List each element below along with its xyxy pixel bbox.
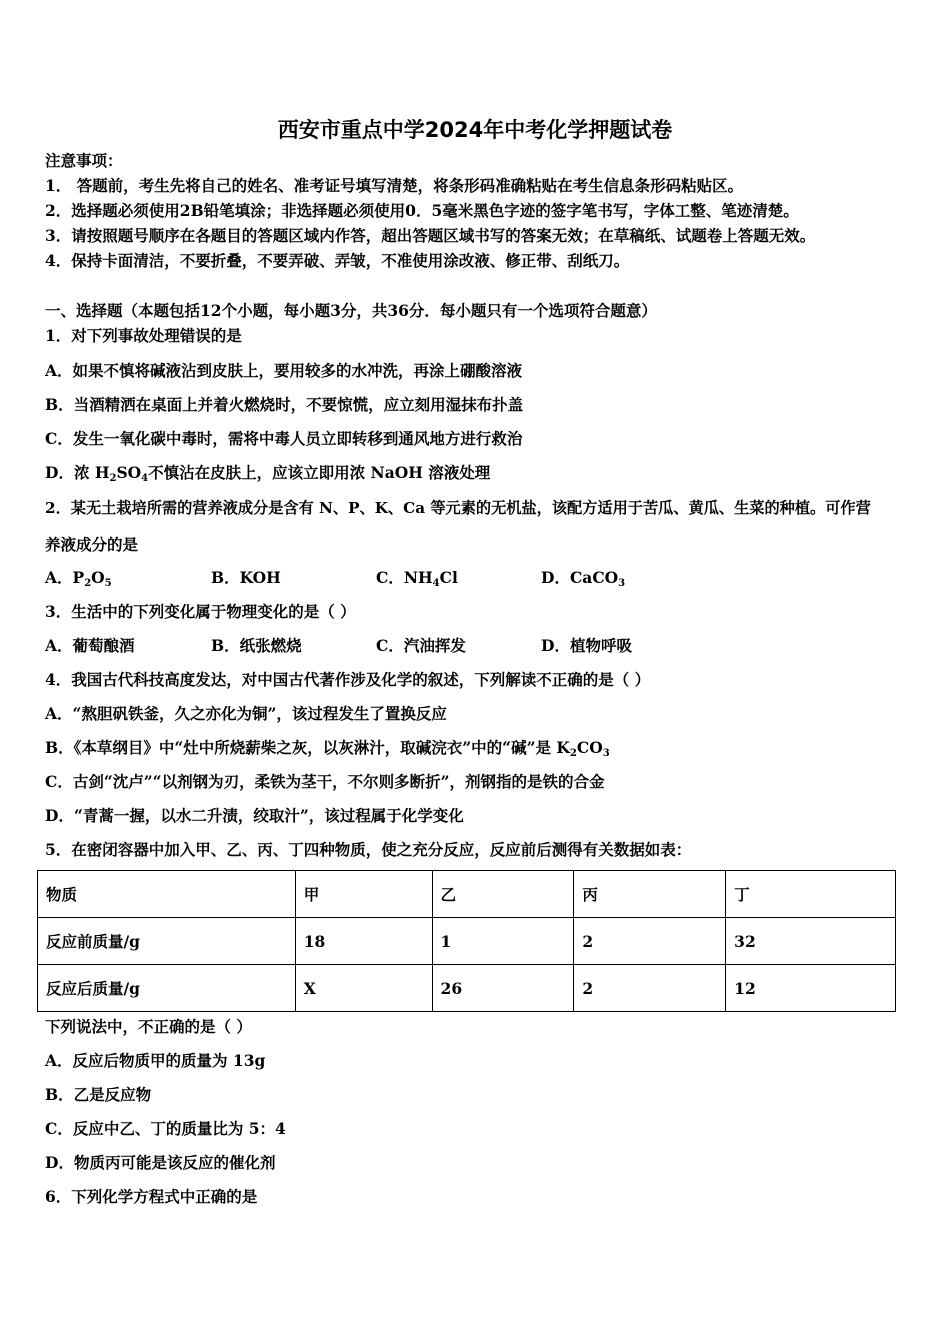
table-cell: X [295, 965, 432, 1012]
table-cell: 18 [295, 918, 432, 965]
table-header-cell: 丙 [574, 871, 726, 918]
q1-stem: 1．对下列事故处理错误的是 [45, 326, 242, 345]
q1-option-b: B．当酒精洒在桌面上并着火燃烧时，不要惊慌，应立刻用湿抹布扑盖 [45, 395, 524, 414]
q2-option-d: D．CaCO$_3$ [541, 568, 626, 589]
q5-option-d: D．物质丙可能是该反应的催化剂 [45, 1153, 276, 1172]
table-cell: 32 [726, 918, 896, 965]
q3-stem: 3．生活中的下列变化属于物理变化的是（ ） [45, 602, 356, 621]
q3-option-b: B．纸张燃烧 [211, 636, 302, 655]
table-cell: 2 [574, 918, 726, 965]
q5-option-c: C．反应中乙、丁的质量比为 5：4 [45, 1119, 286, 1138]
table-cell: 26 [432, 965, 574, 1012]
q4-option-b: B．《本草纲目》中“灶中所烧薪柴之灰，以灰淋汁，取碱浣衣”中的“碱”是 $K_2CO_3$ [45, 738, 610, 759]
table-cell: 反应前质量/g [38, 918, 296, 965]
q1-option-a: A．如果不慎将碱液沾到皮肤上，要用较多的水冲洗，再涂上硼酸溶液 [45, 361, 523, 380]
page-title: 西安市重点中学2024年中考化学押题试卷 [277, 118, 673, 142]
table-header-cell: 甲 [295, 871, 432, 918]
q2-stem-line1: 2．某无土栽培所需的营养液成分是含有 N、P、K、Ca 等元素的无机盐，该配方适用于苦瓜、黄瓜、生菜的种植。可作营 [45, 499, 871, 517]
table-row [38, 918, 896, 965]
table-header-cell: 物质 [38, 871, 296, 918]
q1-option-d: D．浓 $H_2SO_4$不慎沾在皮肤上，应该立即用浓 NaOH 溶液处理 [45, 463, 491, 484]
notice-item-4: 4．保持卡面清洁，不要折叠，不要弄破、弄皱，不准使用涂改液、修正带、刮纸刀。 [45, 251, 630, 270]
notice-item-3: 3．请按照题号顺序在各题目的答题区域内作答，超出答题区域书写的答案无效；在草稿纸、试题卷上答题无效。 [45, 226, 816, 245]
q3-option-d: D．植物呼吸 [541, 636, 632, 655]
q5-stem: 5．在密闭容器中加入甲、乙、丙、丁四种物质，使之充分反应，反应前后测得有关数据如表： [45, 840, 692, 859]
q1-option-c: C．发生一氧化碳中毒时，需将中毒人员立即转移到通风地方进行救治 [45, 429, 523, 448]
table-header-cell: 丁 [726, 871, 896, 918]
q6-stem: 6．下列化学方程式中正确的是 [45, 1187, 258, 1206]
q5-option-a: A．反应后物质甲的质量为 13g [45, 1051, 266, 1070]
q4-option-a: A．“熬胆矾铁釜，久之亦化为铜”，该过程发生了置换反应 [45, 704, 447, 723]
q5-data-table [37, 870, 896, 1012]
q4-option-d: D．“青蒿一握，以水二升渍，绞取汁”，该过程属于化学变化 [45, 806, 464, 825]
q5-prompt: 下列说法中，不正确的是（ ） [45, 1017, 252, 1036]
table-cell: 2 [574, 965, 726, 1012]
table-cell: 1 [432, 918, 574, 965]
table-row [38, 965, 896, 1012]
table-header-row [38, 871, 896, 918]
q3-option-c: C．汽油挥发 [376, 636, 466, 655]
notice-heading: 注意事项： [45, 151, 123, 170]
q4-stem: 4．我国古代科技高度发达，对中国古代著作涉及化学的叙述，下列解读不正确的是（ ） [45, 670, 651, 689]
q5-option-b: B．乙是反应物 [45, 1085, 152, 1104]
notice-item-2: 2．选择题必须使用2B铅笔填涂；非选择题必须使用0．5毫米黑色字迹的签字笔书写，字体工整、笔迹清楚。 [45, 201, 799, 220]
table-cell: 反应后质量/g [38, 965, 296, 1012]
q2-option-b: B．KOH [211, 568, 281, 587]
notice-item-1: 1． 答题前，考生先将自己的姓名、准考证号填写清楚，将条形码准确粘贴在考生信息条形码粘贴区。 [45, 176, 744, 195]
section-heading: 一、选择题（本题包括12个小题，每小题3分，共36分．每小题只有一个选项符合题意） [45, 301, 657, 320]
q2-option-a: A．$P_2O_5$ [45, 568, 112, 589]
q4-option-c: C．古剑“沈卢”“以剂钢为刃，柔铁为茎干，不尔则多断折”，剂钢指的是铁的合金 [45, 772, 605, 791]
q2-option-c: C．$NH_4Cl$ [376, 568, 458, 589]
q3-option-a: A．葡萄酿酒 [45, 636, 135, 655]
q2-stem-line2: 养液成分的是 [45, 535, 139, 554]
table-cell: 12 [726, 965, 896, 1012]
table-header-cell: 乙 [432, 871, 574, 918]
